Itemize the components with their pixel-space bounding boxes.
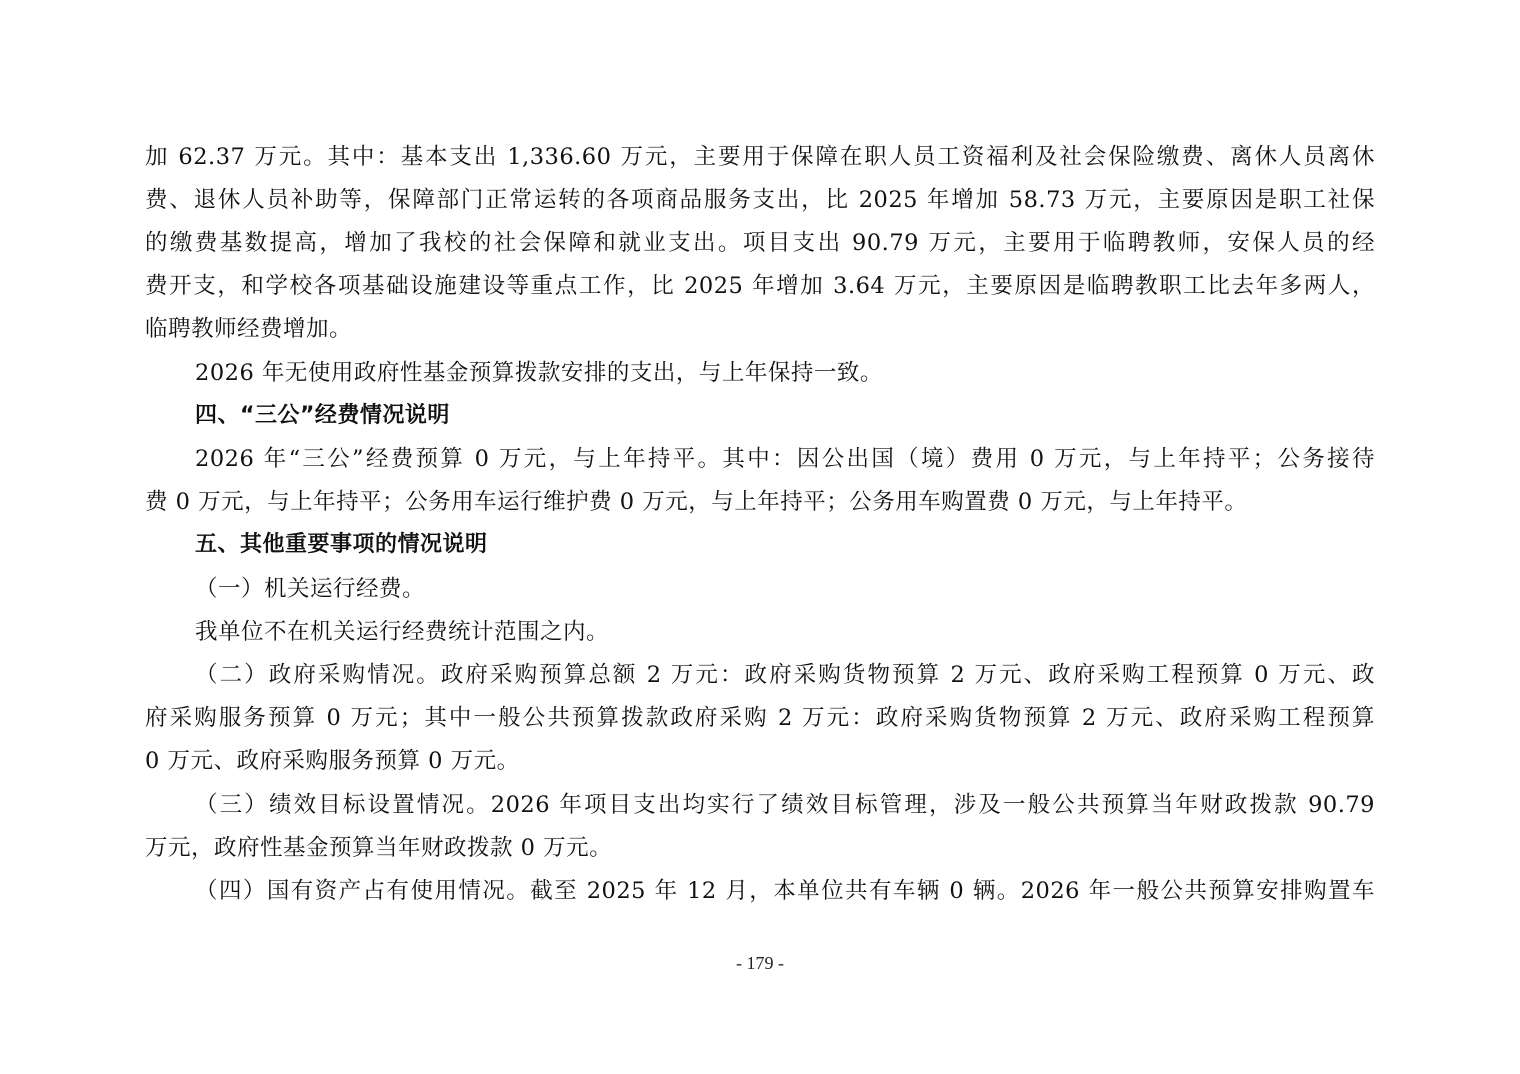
body-line: 加 62.37 万元。其中：基本支出 1,336.60 万元，主要用于保障在职人员工资福利及社会保险缴费、离休人员离休 [145, 144, 1375, 170]
document-page [145, 0, 1375, 1074]
body-line: 费、退休人员补助等，保障部门正常运转的各项商品服务支出，比 2025 年增加 58.73 万元，主要原因是职工社保 [145, 187, 1375, 213]
page-number: - 179 - [736, 953, 784, 973]
body-line: 我单位不在机关运行经费统计范围之内。 [195, 619, 610, 645]
body-line: 的缴费基数提高，增加了我校的社会保障和就业支出。项目支出 90.79 万元，主要用于临聘教师，安保人员的经 [145, 230, 1375, 256]
body-line: 万元，政府性基金预算当年财政拨款 0 万元。 [145, 835, 613, 861]
body-line: 费开支，和学校各项基础设施建设等重点工作，比 2025 年增加 3.64 万元，主要原因是临聘教职工比去年多两人， [145, 273, 1375, 299]
body-line: 费 0 万元，与上年持平；公务用车运行维护费 0 万元，与上年持平；公务用车购置费 0 万元，与上年持平。 [145, 489, 1248, 515]
body-line: （二）政府采购情况。政府采购预算总额 2 万元：政府采购货物预算 2 万元、政府采购工程预算 0 万元、政 [195, 662, 1375, 688]
body-line: 临聘教师经费增加。 [145, 316, 353, 342]
body-line: 府采购服务预算 0 万元；其中一般公共预算拨款政府采购 2 万元：政府采购货物预算 2 万元、政府采购工程预算 [145, 705, 1375, 731]
body-line: （四）国有资产占有使用情况。截至 2025 年 12 月，本单位共有车辆 0 辆。2026 年一般公共预算安排购置车 [195, 878, 1375, 904]
section-heading: 四、“三公”经费情况说明 [195, 403, 450, 428]
body-line: 0 万元、政府采购服务预算 0 万元。 [145, 748, 520, 774]
body-line: 2026 年“三公”经费预算 0 万元，与上年持平。其中：因公出国（境）费用 0 万元，与上年持平；公务接待 [195, 446, 1375, 472]
body-line: 2026 年无使用政府性基金预算拨款安排的支出，与上年保持一致。 [195, 360, 883, 386]
section-heading: 五、其他重要事项的情况说明 [195, 532, 488, 557]
body-line: （三）绩效目标设置情况。2026 年项目支出均实行了绩效目标管理，涉及一般公共预算当年财政拨款 90.79 [195, 792, 1375, 818]
subsection-heading: （一）机关运行经费。 [195, 576, 426, 602]
